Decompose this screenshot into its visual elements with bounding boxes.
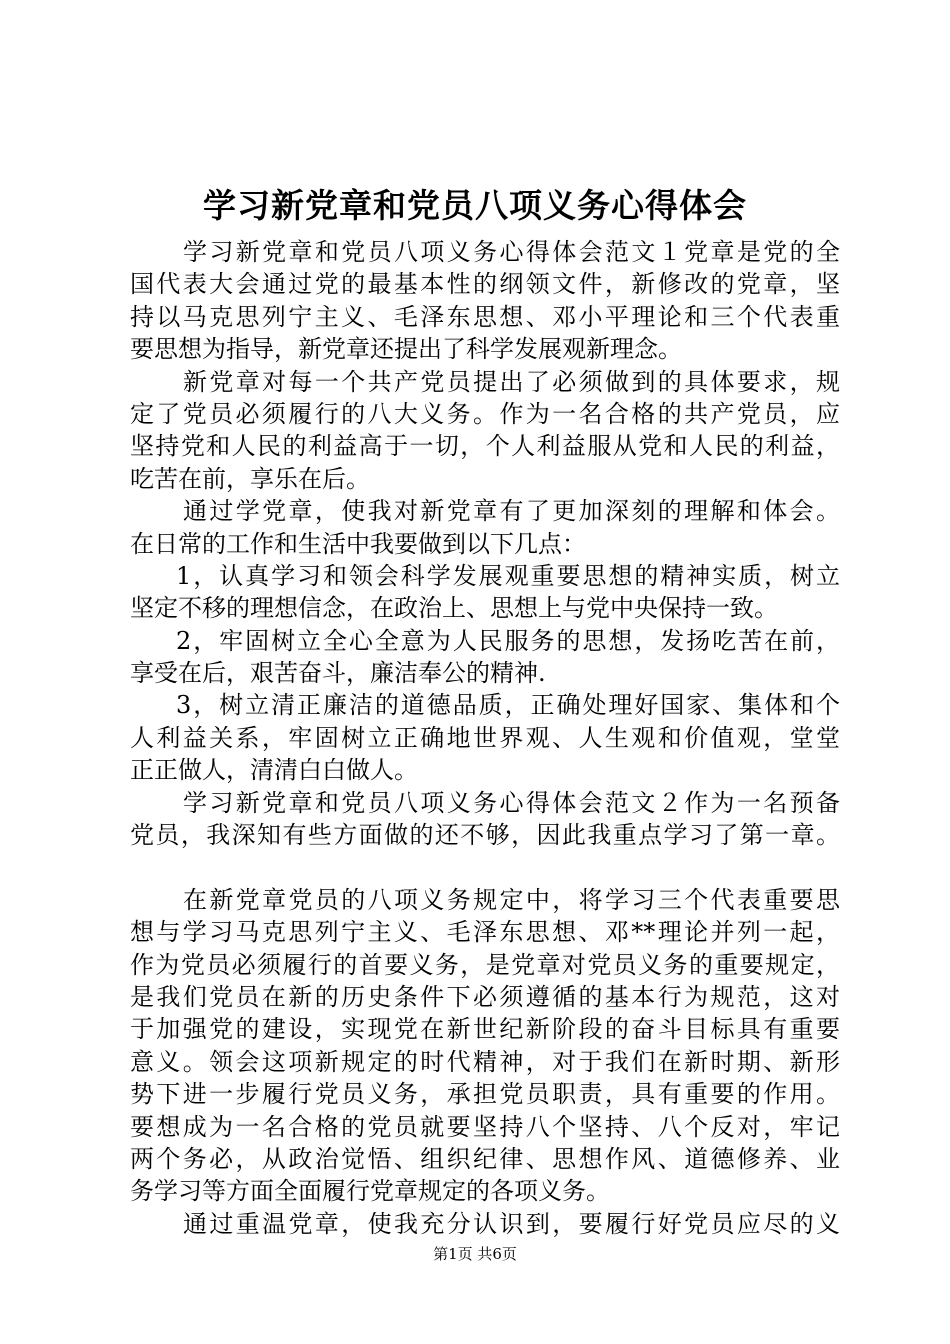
document-body <box>130 236 840 1240</box>
text-line: 两个务必，从政治觉悟、组织纪律、思想作风、道德修养、业 <box>130 1144 840 1173</box>
text-line: 国代表大会通过党的最基本性的纲领文件，新修改的党章，坚 <box>130 270 840 299</box>
text-line: 2，牢固树立全心全意为人民服务的思想，发扬吃苦在前， <box>176 626 840 655</box>
text-line: 持以马克思列宁主义、毛泽东思想、邓小平理论和三个代表重 <box>130 302 840 331</box>
text-line: 定了党员必须履行的八大义务。作为一名合格的共产党员，应 <box>130 399 840 428</box>
text-line: 正正做人，清清白白做人。 <box>130 756 418 785</box>
text-line: 人利益关系，牢固树立正确地世界观、人生观和价值观，堂堂 <box>130 723 840 752</box>
text-line: 在新党章党员的八项义务规定中，将学习三个代表重要思 <box>183 885 840 914</box>
blank-line <box>130 851 840 883</box>
text-line: 3，树立清正廉洁的道德品质，正确处理好国家、集体和个 <box>176 691 840 720</box>
text-line: 吃苦在前，享乐在后。 <box>130 464 370 493</box>
document-title: 学习新党章和党员八项义务心得体会 <box>203 186 747 225</box>
text-line: 党员，我深知有些方面做的还不够，因此我重点学习了第一章。 <box>130 821 840 850</box>
text-line: 学习新党章和党员八项义务心得体会范文２作为一名预备 <box>183 788 840 817</box>
text-line: 务学习等方面全面履行党章规定的各项义务。 <box>130 1177 610 1206</box>
text-line: 想与学习马克思列宁主义、毛泽东思想、邓**理论并列一起， <box>130 918 840 947</box>
text-line: 作为党员必须履行的首要义务，是党章对党员义务的重要规定， <box>130 950 840 979</box>
text-line: 于加强党的建设，实现党在新世纪新阶段的奋斗目标具有重要 <box>130 1015 840 1044</box>
text-line: 坚持党和人民的利益高于一切，个人利益服从党和人民的利益， <box>130 432 840 461</box>
text-line: 意义。领会这项新规定的时代精神，对于我们在新时期、新形 <box>130 1047 840 1076</box>
text-line: 要想成为一名合格的党员就要坚持八个坚持、八个反对，牢记 <box>130 1112 840 1141</box>
text-line: 在日常的工作和生活中我要做到以下几点： <box>130 529 586 558</box>
text-line: 通过学党章，使我对新党章有了更加深刻的理解和体会。 <box>183 497 840 526</box>
text-line: 要思想为指导，新党章还提出了科学发展观新理念。 <box>130 335 682 364</box>
text-line: 学习新党章和党员八项义务心得体会范文１党章是党的全 <box>183 238 840 266</box>
text-line: 势下进一步履行党员义务，承担党员职责，具有重要的作用。 <box>130 1080 840 1109</box>
page-number: 第1页 共6页 <box>433 1245 517 1263</box>
text-line: 新党章对每一个共产党员提出了必须做到的具体要求，规 <box>183 367 840 396</box>
text-line: 享受在后，艰苦奋斗，廉洁奉公的精神. <box>130 659 546 688</box>
text-line: 通过重温党章，使我充分认识到，要履行好党员应尽的义 <box>183 1209 840 1238</box>
text-line: 坚定不移的理想信念，在政治上、思想上与党中央保持一致。 <box>130 594 778 623</box>
text-line: 是我们党员在新的历史条件下必须遵循的基本行为规范，这对 <box>130 982 840 1011</box>
text-line: 1，认真学习和领会科学发展观重要思想的精神实质，树立 <box>176 561 840 590</box>
